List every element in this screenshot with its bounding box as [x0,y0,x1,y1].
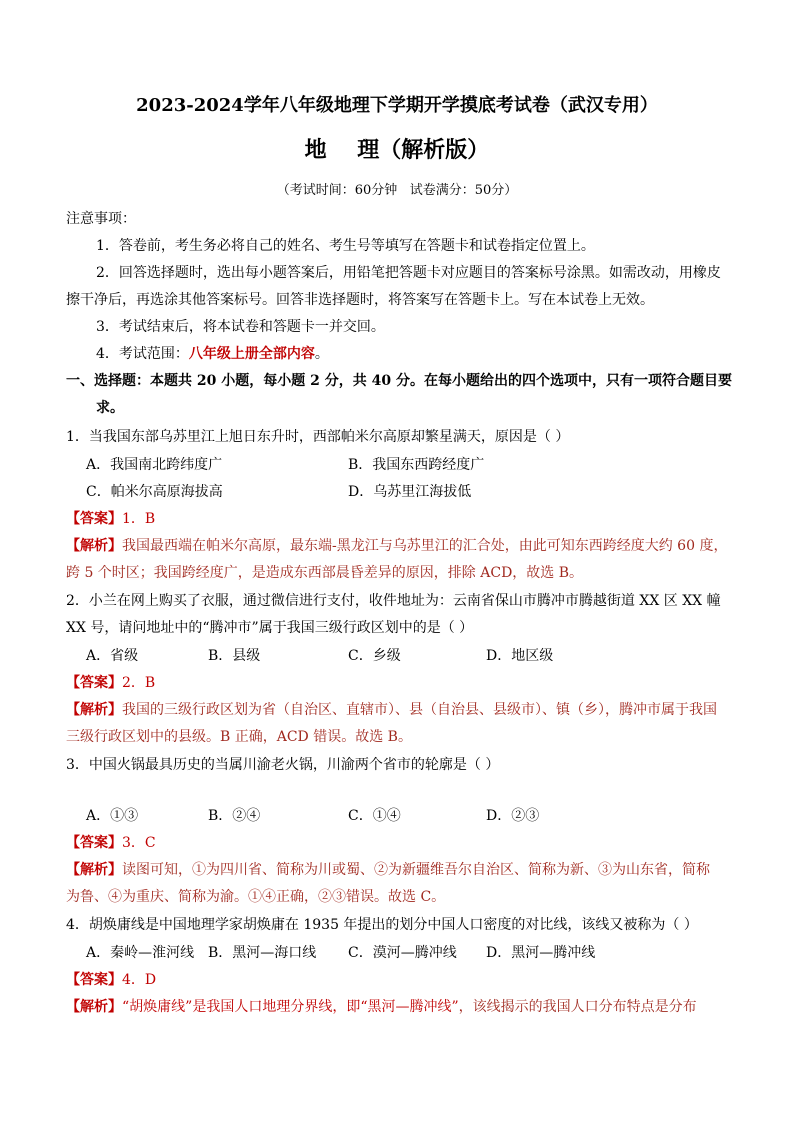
question-2-option-c: C．乡级 [348,648,401,664]
analysis-tag: 【解析】 [66,862,122,878]
answer-tag: 【答案】 [66,675,122,691]
answer-value: 4．D [122,972,157,988]
question-1-answer [66,508,155,530]
answer-tag: 【答案】 [66,972,122,988]
answer-value: 3．C [122,835,156,851]
question-2-answer [66,672,155,694]
question-4-option-c: C．漠河—腾冲线 [348,945,457,961]
analysis-tag: 【解析】 [66,538,122,554]
answer-value: 2．B [122,675,156,691]
exam-scope: 八年级上册全部内容 [188,346,315,362]
question-2-option-b: B．县级 [208,648,261,664]
question-3-analysis-line-1 [66,859,710,881]
notes-item-2-line-2: 擦干净后，再选涂其他答案标号。回答非选择题时，将答案写在答题卡上。写在本试卷上无效。 [66,292,654,308]
question-3-analysis-line-2: 为鲁、④为重庆、简称为渝。①④正确，②③错误。故选 C。 [66,889,446,905]
page-title: 2023-2024学年八年级地理下学期开学摸底考试卷（武汉专用） [136,95,658,116]
question-3-option-b: B．②④ [208,808,261,824]
analysis-tag: 【解析】 [66,702,122,718]
question-4-analysis-line-1 [66,996,697,1018]
notes-item-4-prefix: 4．考试范围： [96,346,189,362]
analysis-tag: 【解析】 [66,999,122,1015]
section-heading-line-2: 求。 [96,400,124,416]
question-4-stem: 4．胡焕庸线是中国地理学家胡焕庸在 1935 年提出的划分中国人口密度的对比线，该线又被称为（ ） [66,917,698,933]
question-4-option-b: B．黑河—海口线 [208,945,317,961]
question-3-option-c: C．①④ [348,808,401,824]
question-2-option-d: D．地区级 [486,648,554,664]
question-4-answer [66,969,156,991]
analysis-text: 我国最西端在帕米尔高原，最东端-黑龙江与乌苏里江的汇合处，由此可知东西跨经度大约 60 度， [122,538,728,554]
question-2-stem-line-1: 2．小兰在网上购买了衣服，通过微信进行支付，收件地址为：云南省保山市腾冲市腾越街道 XX 区 XX 幢 [66,593,721,609]
analysis-highlight: “胡焕庸线”是我国人口地理分界线，即“黑河—腾冲线” [122,999,459,1015]
page-subtitle: 地 理（解析版） [304,137,490,163]
question-4-option-d: D．黑河—腾冲线 [486,945,596,961]
notes-item-1: 1．答卷前，考生务必将自己的姓名、考生号等填写在答题卡和试卷指定位置上。 [96,238,595,254]
question-3-stem: 3．中国火锅最具历史的当属川渝老火锅，川渝两个省市的轮廓是（ ） [66,757,500,773]
question-2-option-a: A．省级 [86,648,139,664]
analysis-text: 读图可知，①为四川省、简称为川或蜀、②为新疆维吾尔自治区、简称为新、③为山东省，简称 [122,862,710,878]
question-1-analysis-line-2: 跨 5 个时区；我国跨经度广，是造成东西部晨昏差异的原因，排除 ACD，故选 B。 [66,565,584,581]
analysis-text: 我国的三级行政区划为省（自治区、直辖市）、县（自治县、县级市）、镇（乡），腾冲市属于我国 [122,702,717,718]
question-1-stem: 1．当我国东部乌苏里江上旭日东升时，西部帕米尔高原却繁星满天，原因是（ ） [66,429,570,445]
answer-tag: 【答案】 [66,511,122,527]
question-1-option-b: B．我国东西跨经度广 [348,457,485,473]
question-1-option-c: C．帕米尔高原海拔高 [86,484,223,500]
notes-heading: 注意事项： [66,211,136,227]
notes-item-4-suffix: 。 [314,346,329,362]
question-3-answer [66,832,156,854]
notes-item-3: 3．考试结束后，将本试卷和答题卡一并交回。 [96,319,385,335]
question-2-stem-line-2: XX 号，请问地址中的“腾冲市”属于我国三级行政区划中的是（ ） [66,620,474,636]
notes-item-4 [96,343,329,365]
question-3-option-d: D．②③ [486,808,540,824]
section-heading-line-1: 一、选择题：本题共 20 小题，每小题 2 分，共 40 分。在每小题给出的四个选项中，只有一项符合题目要 [66,373,732,389]
question-2-analysis-line-1 [66,699,717,721]
answer-value: 1．B [122,511,156,527]
question-2-analysis-line-2: 三级行政区划中的县级。B 正确，ACD 错误。故选 B。 [66,729,412,745]
question-1-option-a: A．我国南北跨纬度广 [86,457,223,473]
question-4-option-a: A．秦岭—淮河线 [86,945,195,961]
question-3-option-a: A．①③ [86,808,139,824]
question-1-option-d: D．乌苏里江海拔低 [348,484,472,500]
exam-info: （考试时间：60分钟 试卷满分：50分） [276,183,518,198]
question-1-analysis-line-1 [66,535,727,557]
answer-tag: 【答案】 [66,835,122,851]
notes-item-2-line-1: 2．回答选择题时，选出每小题答案后，用铅笔把答题卡对应题目的答案标号涂黑。如需改动，用橡皮 [96,265,721,281]
analysis-text: ，该线揭示的我国人口分布特点是分布 [458,999,697,1015]
